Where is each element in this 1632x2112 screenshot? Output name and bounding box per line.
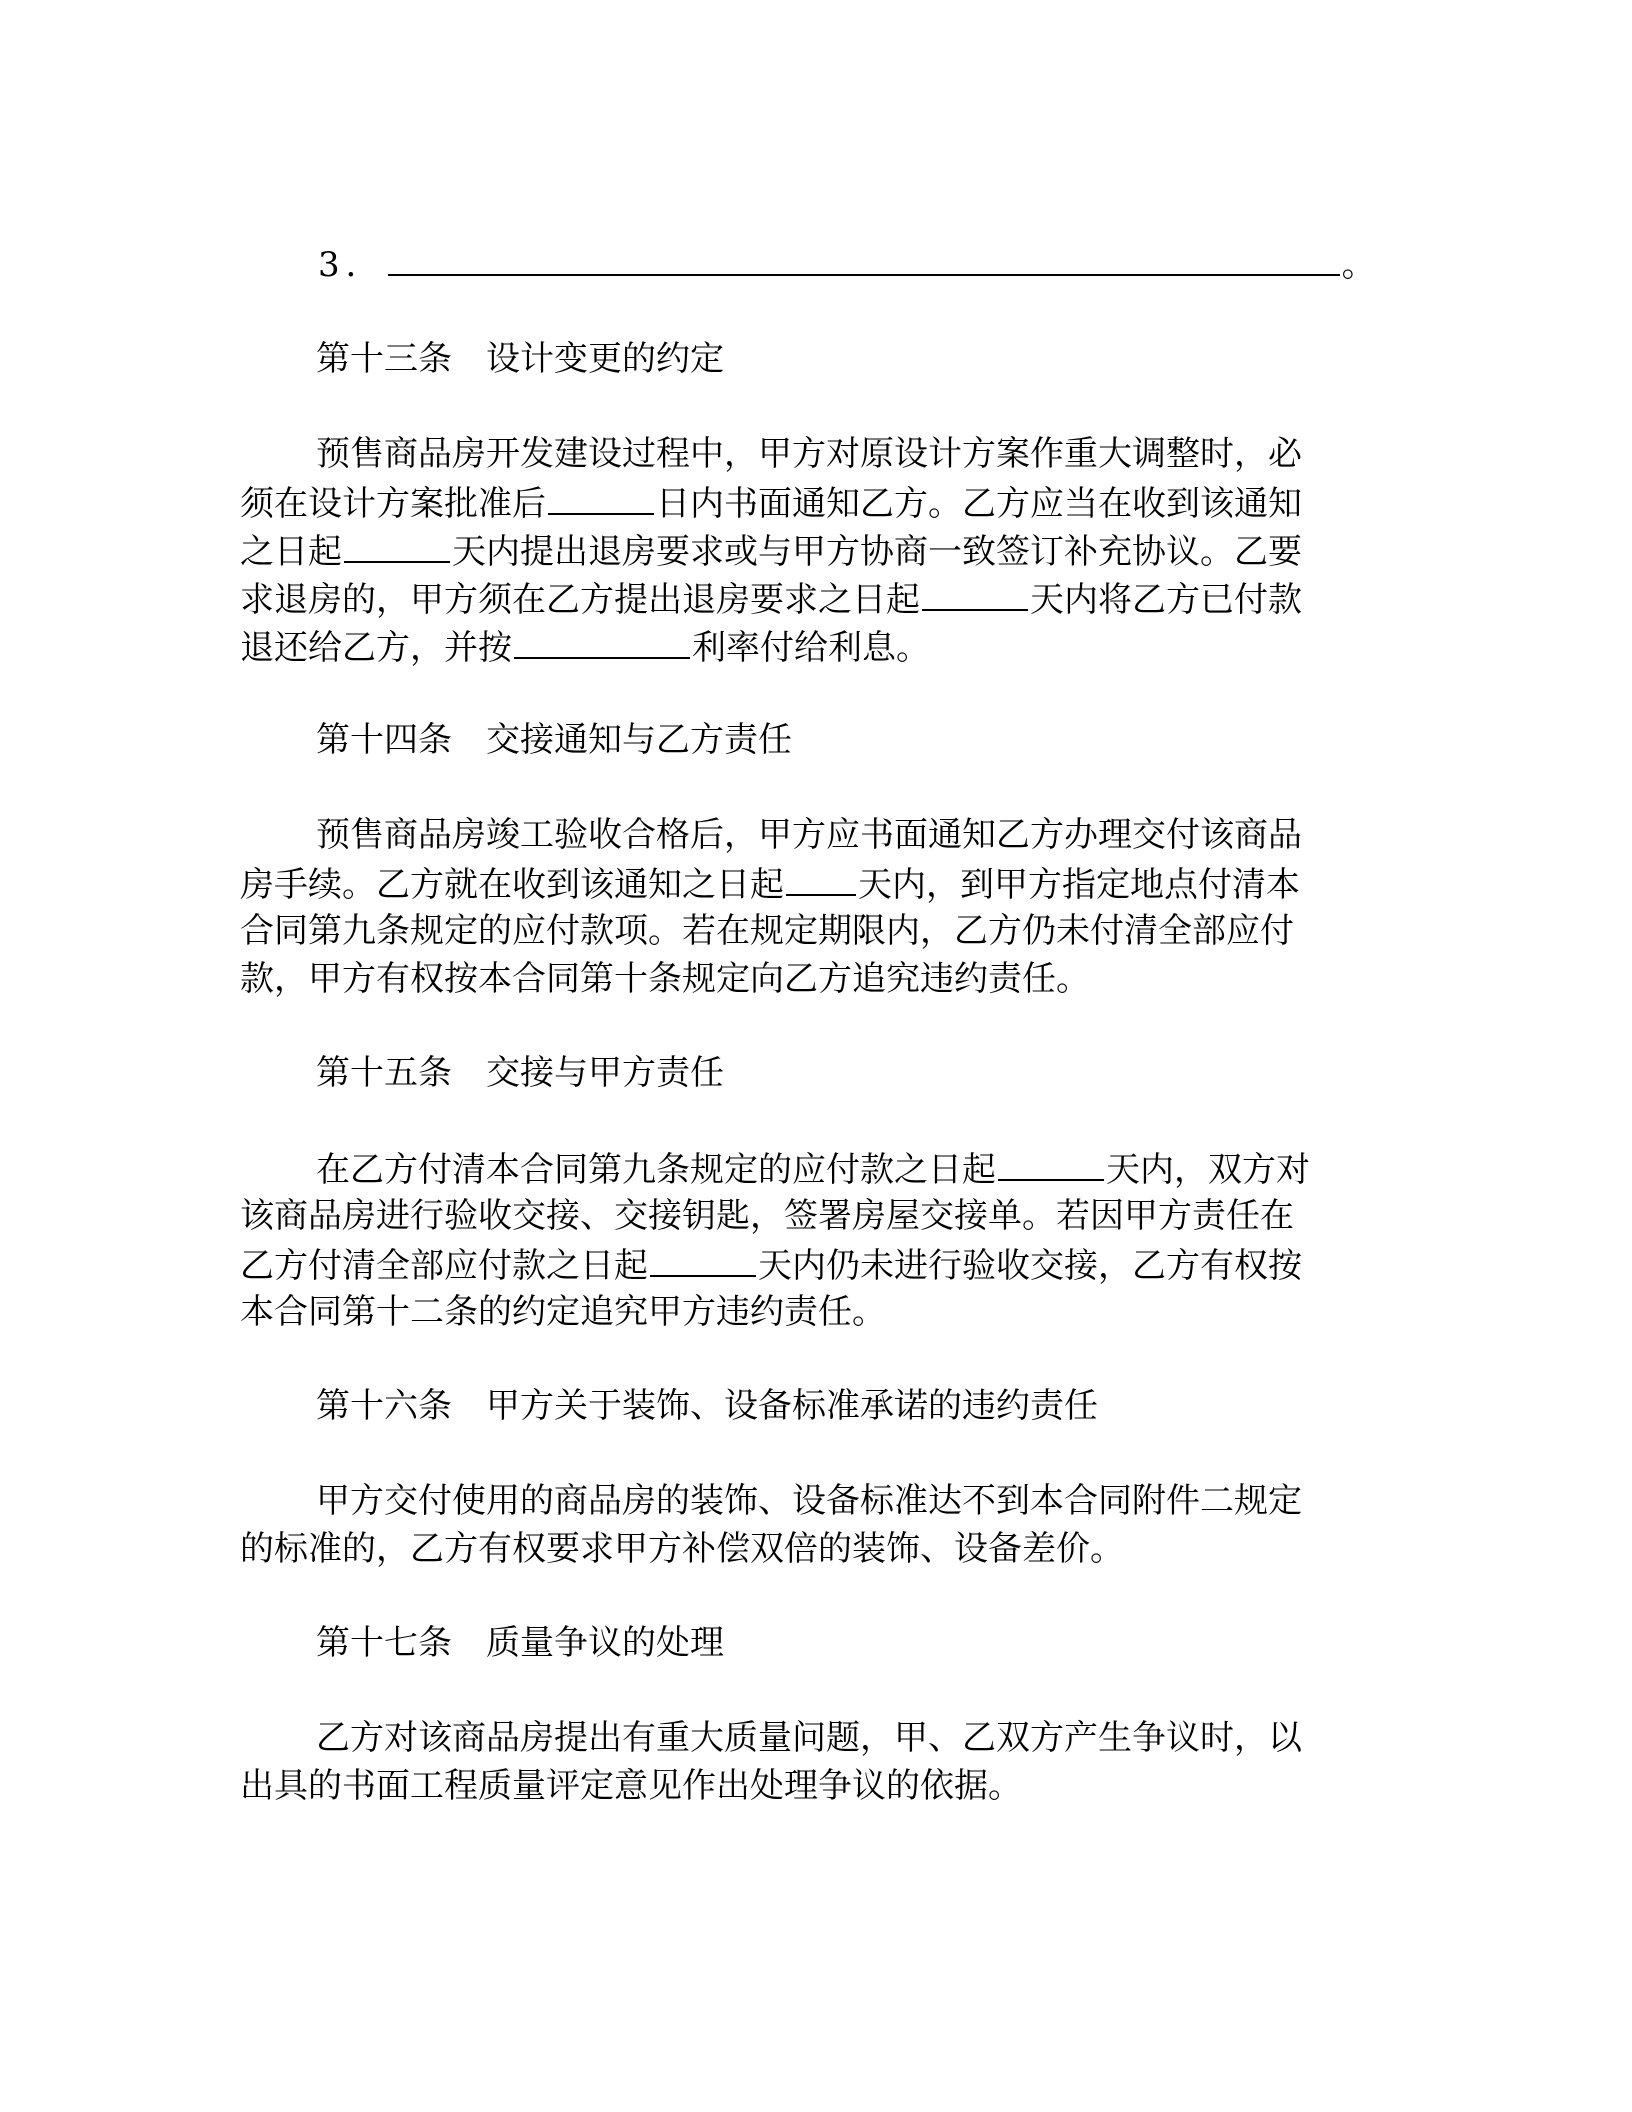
article-13-line-2: 须在设计方案批准后 日内书面通知乙方。乙方应当在收到该通知 xyxy=(240,479,1302,525)
article-17-title: 第十七条 质量争议的处理 xyxy=(316,1623,724,1663)
article-15-line-2: 该商品房进行验收交接、交接钥匙，签署房屋交接单。若因甲方责任在 xyxy=(240,1196,1294,1236)
article-15-line-1: 在乙方付清本合同第九条规定的应付款之日起 天内，双方对 xyxy=(316,1145,1310,1191)
fill-blank xyxy=(786,860,856,896)
article-13-title: 第十三条 设计变更的约定 xyxy=(316,339,724,379)
article-13-line-5: 退还给乙方，并按 利率付给利息。 xyxy=(240,623,930,669)
fill-blank xyxy=(388,240,1340,276)
fill-blank xyxy=(922,575,1028,611)
article-17-line-2: 出具的书面工程质量评定意见作出处理争议的依据。 xyxy=(240,1766,1022,1806)
article-16-line-2: 的标准的，乙方有权要求甲方补偿双倍的装饰、设备差价。 xyxy=(240,1529,1124,1569)
article-13-line-4: 求退房的，甲方须在乙方提出退房要求之日起 天内将乙方已付款 xyxy=(240,575,1302,621)
article-15-line-3: 乙方付清全部应付款之日起 天内仍未进行验收交接，乙方有权按 xyxy=(240,1241,1302,1287)
fill-blank xyxy=(344,527,450,563)
article-14-title: 第十四条 交接通知与乙方责任 xyxy=(316,720,792,760)
fill-blank xyxy=(998,1145,1104,1181)
article-16-title: 第十六条 甲方关于装饰、设备标准承诺的违约责任 xyxy=(316,1386,1098,1426)
article-14-line-1: 预售商品房竣工验收合格后，甲方应书面通知乙方办理交付该商品 xyxy=(316,815,1302,855)
item-3-suffix: 。 xyxy=(1341,245,1376,285)
fill-blank xyxy=(514,623,690,659)
article-14-line-4: 款，甲方有权按本合同第十条规定向乙方追究违约责任。 xyxy=(240,959,1090,999)
article-16-line-1: 甲方交付使用的商品房的装饰、设备标准达不到本合同附件二规定 xyxy=(316,1481,1302,1521)
item-3-line xyxy=(318,240,1376,286)
article-13-line-3: 之日起 天内提出退房要求或与甲方协商一致签订补充协议。乙要 xyxy=(240,527,1302,573)
article-15-line-4: 本合同第十二条的约定追究甲方违约责任。 xyxy=(240,1292,886,1332)
article-15-title: 第十五条 交接与甲方责任 xyxy=(316,1053,724,1093)
fill-blank xyxy=(548,479,654,515)
article-17-line-1: 乙方对该商品房提出有重大质量问题，甲、乙双方产生争议时，以 xyxy=(316,1718,1302,1758)
fill-blank xyxy=(650,1241,756,1277)
article-13-line-1: 预售商品房开发建设过程中，甲方对原设计方案作重大调整时，必 xyxy=(316,434,1302,474)
article-14-line-2: 房手续。乙方就在收到该通知之日起 天内，到甲方指定地点付清本 xyxy=(240,860,1300,906)
item-3-number: 3． xyxy=(318,245,386,285)
article-14-line-3: 合同第九条规定的应付款项。若在规定期限内，乙方仍未付清全部应付 xyxy=(240,911,1294,951)
